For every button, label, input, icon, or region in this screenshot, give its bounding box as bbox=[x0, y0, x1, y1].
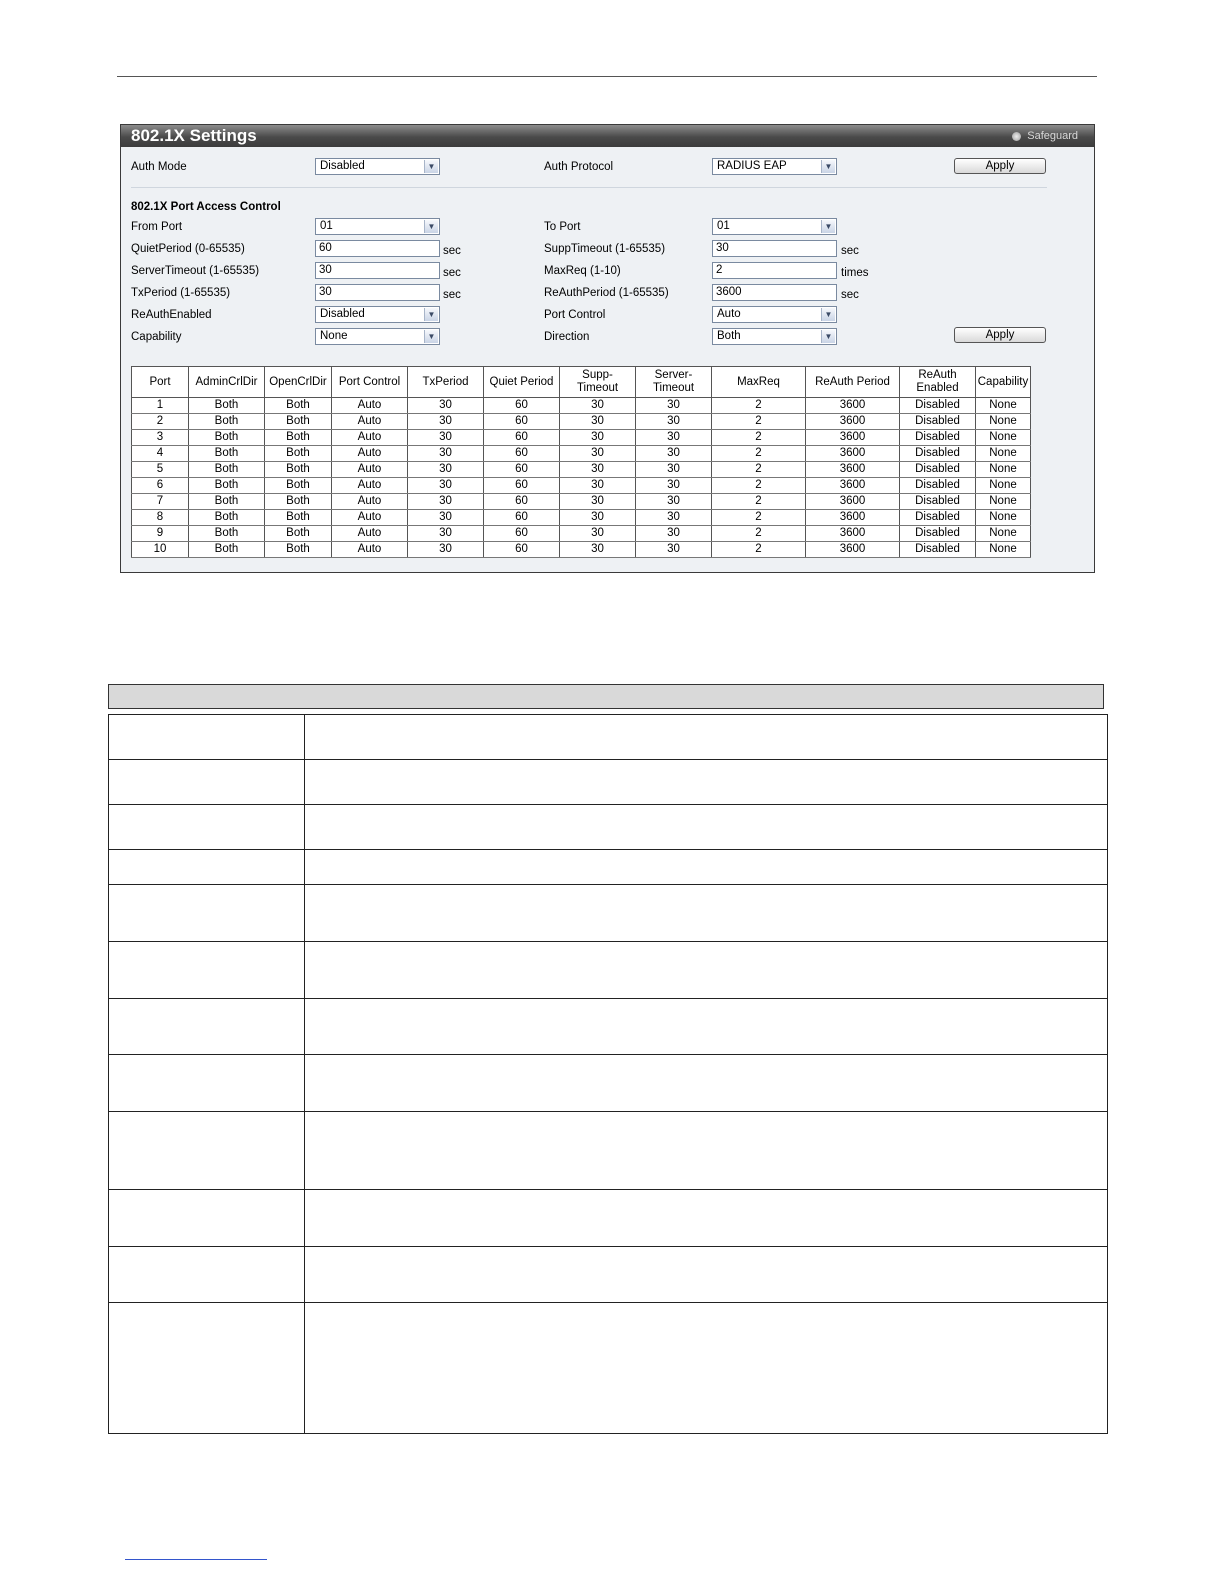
table-row bbox=[132, 542, 1031, 558]
safeguard-icon bbox=[1012, 132, 1021, 141]
port-control-select[interactable] bbox=[712, 306, 837, 323]
table-cell: Both bbox=[189, 462, 265, 478]
reauth-period-input[interactable]: 3600 bbox=[712, 284, 837, 301]
tx-period-label: TxPeriod (1-65535) bbox=[131, 287, 231, 299]
table-cell: 30 bbox=[560, 398, 636, 414]
table-cell: 30 bbox=[560, 526, 636, 542]
table-cell: Disabled bbox=[900, 494, 976, 510]
table-cell: 2 bbox=[712, 462, 806, 478]
table-cell: Auto bbox=[332, 462, 408, 478]
table-cell: Disabled bbox=[900, 398, 976, 414]
table-cell: None bbox=[976, 430, 1031, 446]
column-header: Supp- Timeout bbox=[560, 367, 636, 398]
table-cell: 60 bbox=[484, 526, 560, 542]
table-cell: Both bbox=[265, 510, 332, 526]
table-cell: 60 bbox=[484, 398, 560, 414]
reauth-period-unit: sec bbox=[841, 289, 859, 301]
direction-select[interactable] bbox=[712, 328, 837, 345]
table-cell: 30 bbox=[560, 462, 636, 478]
table-cell: Both bbox=[265, 526, 332, 542]
quiet-period-label: QuietPeriod (0-65535) bbox=[131, 243, 245, 255]
table-cell: Auto bbox=[332, 494, 408, 510]
table-cell: Auto bbox=[332, 542, 408, 558]
table-cell: 4 bbox=[132, 446, 189, 462]
table-row bbox=[109, 942, 1108, 999]
tx-period-unit: sec bbox=[443, 289, 461, 301]
direction-value: Both bbox=[717, 330, 741, 342]
auth-mode-label: Auth Mode bbox=[131, 161, 187, 173]
table-cell: Disabled bbox=[900, 462, 976, 478]
table-cell: 30 bbox=[560, 510, 636, 526]
table-cell: 3600 bbox=[806, 430, 900, 446]
reauth-period-label: ReAuthPeriod (1-65535) bbox=[544, 287, 669, 299]
table-cell: 2 bbox=[712, 542, 806, 558]
chevron-down-icon[interactable]: ▼ bbox=[424, 160, 438, 173]
page-top-rule bbox=[117, 76, 1097, 77]
description-table bbox=[108, 714, 1108, 1434]
capability-label: Capability bbox=[131, 331, 182, 343]
table-cell: Both bbox=[189, 430, 265, 446]
chevron-down-icon[interactable]: ▼ bbox=[821, 330, 835, 343]
table-cell: 30 bbox=[408, 494, 484, 510]
table-row bbox=[109, 760, 1108, 805]
table-cell: Disabled bbox=[900, 526, 976, 542]
table-cell: 30 bbox=[408, 542, 484, 558]
table-cell: 30 bbox=[636, 462, 712, 478]
auth-protocol-select[interactable] bbox=[712, 158, 837, 175]
table-cell: 10 bbox=[132, 542, 189, 558]
table-cell: Both bbox=[189, 414, 265, 430]
table-cell: 8 bbox=[132, 510, 189, 526]
table-cell: None bbox=[976, 526, 1031, 542]
table-cell: Both bbox=[189, 526, 265, 542]
capability-value: None bbox=[320, 330, 348, 342]
table-cell: 60 bbox=[484, 510, 560, 526]
table-row bbox=[132, 414, 1031, 430]
from-port-label: From Port bbox=[131, 221, 183, 233]
table-cell: Disabled bbox=[900, 414, 976, 430]
from-port-select[interactable] bbox=[315, 218, 440, 235]
column-header: Capability bbox=[976, 367, 1031, 398]
table-cell: 3600 bbox=[806, 414, 900, 430]
table-cell: 30 bbox=[636, 430, 712, 446]
table-cell: 60 bbox=[484, 494, 560, 510]
port-control-label: Port Control bbox=[544, 309, 606, 321]
table-cell: None bbox=[976, 478, 1031, 494]
section-divider bbox=[131, 187, 1047, 188]
chevron-down-icon[interactable]: ▼ bbox=[821, 160, 835, 173]
column-header: ReAuth Period bbox=[806, 367, 900, 398]
table-cell: None bbox=[976, 414, 1031, 430]
to-port-value: 01 bbox=[717, 220, 730, 232]
port-control-value: Auto bbox=[717, 308, 741, 320]
chevron-down-icon[interactable]: ▼ bbox=[424, 308, 438, 321]
table-cell: 30 bbox=[408, 478, 484, 494]
table-cell: Both bbox=[265, 542, 332, 558]
table-cell: Both bbox=[265, 478, 332, 494]
table-row bbox=[132, 494, 1031, 510]
table-cell: Both bbox=[189, 542, 265, 558]
table-cell: Both bbox=[189, 398, 265, 414]
table-cell: 30 bbox=[560, 494, 636, 510]
capability-select[interactable] bbox=[315, 328, 440, 345]
column-header: AdminCrlDir bbox=[189, 367, 265, 398]
table-cell: Both bbox=[189, 510, 265, 526]
table-cell: Auto bbox=[332, 398, 408, 414]
table-row bbox=[132, 446, 1031, 462]
supp-timeout-input[interactable]: 30 bbox=[712, 240, 837, 257]
max-req-unit: times bbox=[841, 267, 869, 279]
auth-protocol-value: RADIUS EAP bbox=[717, 160, 787, 172]
table-cell: 30 bbox=[636, 526, 712, 542]
auth-mode-value: Disabled bbox=[320, 160, 365, 172]
table-cell: Both bbox=[265, 414, 332, 430]
table-cell: 30 bbox=[636, 398, 712, 414]
from-port-value: 01 bbox=[320, 220, 333, 232]
reauth-enabled-value: Disabled bbox=[320, 308, 365, 320]
table-cell: 3600 bbox=[806, 446, 900, 462]
chevron-down-icon[interactable]: ▼ bbox=[424, 330, 438, 343]
column-header: MaxReq bbox=[712, 367, 806, 398]
table-cell: 60 bbox=[484, 430, 560, 446]
table-cell: Both bbox=[265, 462, 332, 478]
table-cell: 1 bbox=[132, 398, 189, 414]
table-row bbox=[109, 1247, 1108, 1303]
table-cell: 30 bbox=[636, 446, 712, 462]
table-cell: Auto bbox=[332, 510, 408, 526]
table-cell: Both bbox=[189, 446, 265, 462]
table-row bbox=[132, 510, 1031, 526]
table-cell: 30 bbox=[560, 542, 636, 558]
direction-label: Direction bbox=[544, 331, 590, 343]
table-cell: 2 bbox=[712, 446, 806, 462]
description-table-header bbox=[108, 684, 1104, 709]
table-cell: Both bbox=[189, 478, 265, 494]
table-cell: None bbox=[976, 462, 1031, 478]
table-row bbox=[109, 1055, 1108, 1112]
table-row bbox=[109, 1303, 1108, 1434]
table-cell: Disabled bbox=[900, 446, 976, 462]
supp-timeout-label: SuppTimeout (1-65535) bbox=[544, 243, 666, 255]
safeguard-indicator bbox=[1012, 129, 1078, 143]
safeguard-label: Safeguard bbox=[1027, 130, 1078, 142]
table-row bbox=[109, 850, 1108, 885]
table-cell: Disabled bbox=[900, 430, 976, 446]
table-cell: 6 bbox=[132, 478, 189, 494]
table-row bbox=[132, 462, 1031, 478]
table-cell: 60 bbox=[484, 462, 560, 478]
table-cell: Auto bbox=[332, 478, 408, 494]
panel-titlebar bbox=[121, 125, 1094, 147]
table-cell: 60 bbox=[484, 414, 560, 430]
to-port-label: To Port bbox=[544, 221, 581, 233]
supp-timeout-unit: sec bbox=[841, 245, 859, 257]
table-cell: 30 bbox=[560, 446, 636, 462]
max-req-label: MaxReq (1-10) bbox=[544, 265, 621, 277]
table-row bbox=[109, 999, 1108, 1055]
column-header: Port Control bbox=[332, 367, 408, 398]
table-cell: 2 bbox=[712, 478, 806, 494]
table-cell: 30 bbox=[636, 510, 712, 526]
table-header-row bbox=[132, 367, 1031, 398]
table-cell: Disabled bbox=[900, 478, 976, 494]
table-cell: 2 bbox=[712, 414, 806, 430]
table-row bbox=[132, 526, 1031, 542]
table-cell: Auto bbox=[332, 430, 408, 446]
table-row bbox=[132, 430, 1031, 446]
table-cell: 30 bbox=[560, 430, 636, 446]
port-settings-table bbox=[131, 366, 1031, 558]
table-cell: 3600 bbox=[806, 510, 900, 526]
server-timeout-input[interactable]: 30 bbox=[315, 262, 440, 279]
column-header: ReAuth Enabled bbox=[900, 367, 976, 398]
table-cell: 2 bbox=[712, 526, 806, 542]
table-cell: 30 bbox=[408, 430, 484, 446]
table-cell: 30 bbox=[408, 446, 484, 462]
auth-apply-button[interactable]: Apply bbox=[954, 158, 1046, 174]
table-cell: 3600 bbox=[806, 478, 900, 494]
table-cell: Auto bbox=[332, 446, 408, 462]
table-cell: None bbox=[976, 446, 1031, 462]
table-cell: Both bbox=[265, 494, 332, 510]
table-cell: 30 bbox=[408, 398, 484, 414]
server-timeout-label: ServerTimeout (1-65535) bbox=[131, 265, 260, 277]
table-cell: 3600 bbox=[806, 494, 900, 510]
table-cell: Both bbox=[265, 430, 332, 446]
table-cell: 5 bbox=[132, 462, 189, 478]
table-cell: Both bbox=[265, 446, 332, 462]
table-cell: 30 bbox=[636, 494, 712, 510]
table-cell: Disabled bbox=[900, 510, 976, 526]
column-header: TxPeriod bbox=[408, 367, 484, 398]
server-timeout-unit: sec bbox=[443, 267, 461, 279]
table-row bbox=[109, 805, 1108, 850]
tx-period-input[interactable]: 30 bbox=[315, 284, 440, 301]
table-cell: 2 bbox=[712, 398, 806, 414]
table-cell: 9 bbox=[132, 526, 189, 542]
table-cell: 2 bbox=[132, 414, 189, 430]
settings-panel bbox=[120, 124, 1095, 573]
quiet-period-unit: sec bbox=[443, 245, 461, 257]
table-cell: 3600 bbox=[806, 526, 900, 542]
table-cell: 30 bbox=[408, 462, 484, 478]
table-cell: 60 bbox=[484, 446, 560, 462]
table-cell: 30 bbox=[560, 478, 636, 494]
table-cell: None bbox=[976, 398, 1031, 414]
table-cell: 2 bbox=[712, 510, 806, 526]
table-cell: 30 bbox=[408, 526, 484, 542]
table-cell: Both bbox=[189, 494, 265, 510]
table-cell: Auto bbox=[332, 526, 408, 542]
table-cell: 3600 bbox=[806, 542, 900, 558]
panel-title: 802.1X Settings bbox=[131, 126, 257, 145]
table-cell: 30 bbox=[408, 510, 484, 526]
table-cell: None bbox=[976, 510, 1031, 526]
port-access-section-title: 802.1X Port Access Control bbox=[131, 201, 281, 213]
table-cell: 3 bbox=[132, 430, 189, 446]
table-cell: Auto bbox=[332, 414, 408, 430]
table-cell: 3600 bbox=[806, 398, 900, 414]
table-row bbox=[109, 885, 1108, 942]
table-cell: 30 bbox=[636, 414, 712, 430]
table-cell: None bbox=[976, 542, 1031, 558]
table-cell: Disabled bbox=[900, 542, 976, 558]
column-header: OpenCrlDir bbox=[265, 367, 332, 398]
table-row bbox=[132, 398, 1031, 414]
table-cell: 2 bbox=[712, 430, 806, 446]
max-req-input[interactable]: 2 bbox=[712, 262, 837, 279]
table-row bbox=[109, 715, 1108, 760]
table-row bbox=[109, 1112, 1108, 1190]
table-cell: 3600 bbox=[806, 462, 900, 478]
table-cell: 7 bbox=[132, 494, 189, 510]
table-row bbox=[109, 1190, 1108, 1247]
to-port-select[interactable] bbox=[712, 218, 837, 235]
port-access-apply-button[interactable]: Apply bbox=[954, 327, 1046, 343]
column-header: Port bbox=[132, 367, 189, 398]
table-cell: 30 bbox=[636, 542, 712, 558]
chevron-down-icon[interactable]: ▼ bbox=[424, 220, 438, 233]
auth-mode-select[interactable] bbox=[315, 158, 440, 175]
table-cell: 30 bbox=[408, 414, 484, 430]
footer-link-underline[interactable] bbox=[125, 1559, 267, 1560]
table-cell: Both bbox=[265, 398, 332, 414]
table-cell: 30 bbox=[560, 414, 636, 430]
chevron-down-icon[interactable]: ▼ bbox=[821, 220, 835, 233]
column-header: Server- Timeout bbox=[636, 367, 712, 398]
reauth-enabled-label: ReAuthEnabled bbox=[131, 309, 212, 321]
table-cell: 60 bbox=[484, 542, 560, 558]
auth-protocol-label: Auth Protocol bbox=[544, 161, 614, 173]
quiet-period-input[interactable]: 60 bbox=[315, 240, 440, 257]
table-cell: 30 bbox=[636, 478, 712, 494]
column-header: Quiet Period bbox=[484, 367, 560, 398]
table-cell: 60 bbox=[484, 478, 560, 494]
table-cell: None bbox=[976, 494, 1031, 510]
chevron-down-icon[interactable]: ▼ bbox=[821, 308, 835, 321]
table-cell: 2 bbox=[712, 494, 806, 510]
reauth-enabled-select[interactable] bbox=[315, 306, 440, 323]
table-row bbox=[132, 478, 1031, 494]
